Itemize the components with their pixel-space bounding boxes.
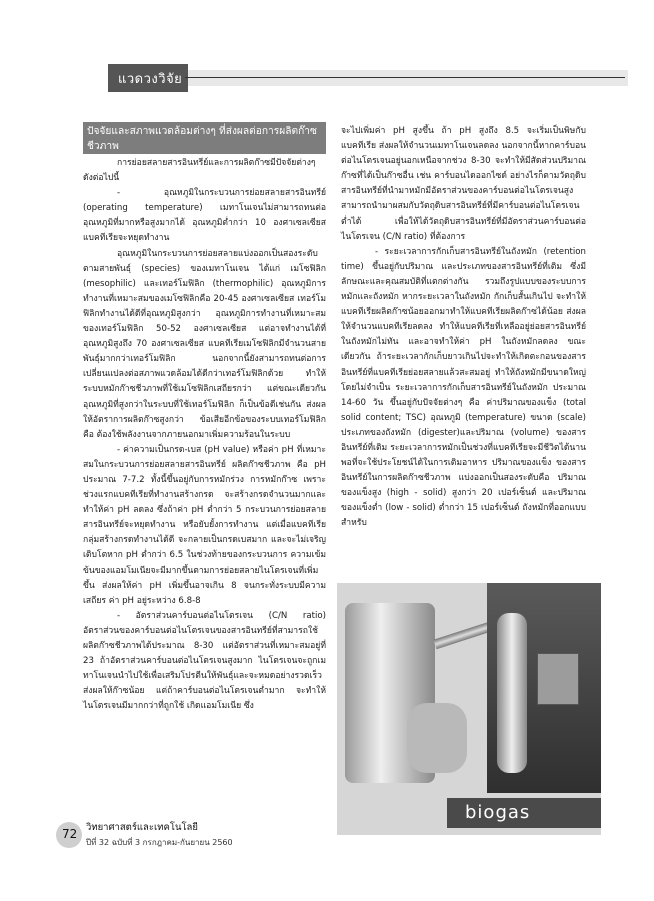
paragraph: - ค่าความเป็นกรด-เบส (pH value) หรือค่า pH ที่เหมาะสมในกระบวนการย่อยสลายสารอินทรีย์ ผลิตก๊าซชีวภาพ คือ pH ประมาณ 7-7.2 ทั้งนี้ขึ้นอยู่กับการหมักร่วง การหมักก๊าซ เพราะช่วงแรกแบคทีเรียที่ทำงานสร้างกรด จะสร้างกรดจำนวนมากและทำให้ค่า pH ลดลง ซึ่งถ้าค่า pH ต่ำกว่า 5 กระบวนการย่อยสลายสารอินทรีย์จะหยุดทำงาน หรือยับยั้งการทำงาน แต่เมื่อแบคทีเรียกลุ่มสร้างกรดทำงานได้ดี จะกลายเป็นกรดเบสมาก และจะไม่เจริญเติบโตหาก pH ต่ำกว่า 6.5 ในช่วงท้ายของกระบวนการ ความเข้มข้นของแอมโมเนียจะมีมากขึ้นตามการย่อยสลายไนโตรเจนที่เพิ่มขึ้น ส่งผลให้ค่า pH เพิ่มขึ้นอาจเกิน 8 จนกระทั่งระบบมีความเสถียร ค่า pH อยู่ระหว่าง 6.8-8 [83, 444, 326, 606]
paragraph: - อัตราส่วนคาร์บอนต่อไนโตรเจน (C/N ratio) อัตราส่วนของคาร์บอนต่อไนโตรเจนของสารอินทรีย์ที่สามารถใช้ผลิตก๊าซชีวภาพได้ประมาณ 8-30 แต่อัตราส่วนที่เหมาะสมอยู่ที่ 23 ถ้าอัตราส่วนคาร์บอนต่อไนโตรเจนสูงมาก ไนโตรเจนจะถูกเมทาโนเจนนำไปใช้เพื่อเสริมโปรตีนให้พันธุ์และจะหมดอย่างรวดเร็ว ส่งผลให้ก๊าซน้อย แต่ถ้าคาร์บอนต่อไนโตรเจนต่ำมาก จะทำให้ไนโตรเจนมีมากกว่าที่ถูกใช้ เกิดแอมโมเนีย ซึ่ง [83, 610, 326, 712]
header-rule [185, 77, 625, 78]
page-number: 72 [62, 827, 78, 841]
issue-info: ปีที่ 32 ฉบับที่ 3 กรกฎาคม-กันยายน 2560 [86, 838, 233, 847]
paragraph: จะไปเพิ่มค่า pH สูงขึ้น ถ้า pH สูงถึง 8.5 จะเริ่มเป็นพิษกับแบคทีเรีย ส่งผลให้จำนวนเมทาโนเจนลดลง นอกจากนี้หากคาร์บอนต่อไนโตรเจนอยู่นอกเหนือจากช่วง 8-30 จะทำให้มีสัดส่วนปริมาณก๊าซที่ได้เป็นก๊าซอื่น เช่น คาร์บอนไดออกไซด์ อย่างไรก็ตามวัตถุดิบสารอินทรีย์ที่นำมาหมักมีอัตราส่วนของคาร์บอนต่อไนโตรเจนสูงสามารถนำมาผสมกับวัตถุดิบสารอินทรีย์ที่มีคาร์บอนต่อไนโตรเจนต่ำได้ เพื่อให้ได้วัตถุดิบสารอินทรีย์ที่มีอัตราส่วนคาร์บอนต่อไนโตรเจน (C/N ratio) ที่ต้องการ [341, 126, 586, 242]
section-label: แวดวงวิจัย [118, 72, 183, 87]
hand-image [407, 703, 467, 773]
paragraph: การย่อยสลายสารอินทรีย์และการผลิตก๊าซมีปัจจัยต่างๆ ดังต่อไปนี้ [83, 158, 316, 184]
paragraph: - ระยะเวลาการกักเก็บสารอินทรีย์ในถังหมัก (retention time) ขึ้นอยู่กับปริมาณ และประเภทของสารอินทรีย์ที่เติม ซึ่งมีลักษณะและคุณสมบัติที่แตกต่างกัน รวมถึงรูปแบบของระบบการหมักและถังหมัก หากระยะเวลาในถังหมัก กักเก็บสั้นเกินไป จะทำให้แบคทีเรียผลิตก๊าซน้อยออกมาทำให้แบคทีเรียผลิตก๊าซได้น้อย ส่งผลให้จำนวนแบคทีเรียลดลง ทำให้แบคทีเรียที่เหลืออยู่ย่อยสารอินทรีย์ในถังหมักไม่ทัน และอาจทำให้ค่า pH ในถังหมักลดลง ขณะเดียวกัน ถ้าระยะเวลากักเก็บยาวเกินไปจะทำให้เกิดตะกอนของสารอินทรีย์ที่แบคทีเรียย่อยสลายแล้วสะสมอยู่ ทำให้ถังหมักมีขนาดใหญ่โดยไม่จำเป็น ระยะเวลาการกักเก็บสารอินทรีย์ในถังหมัก ประมาณ 14-60 วัน ขึ้นอยู่กับปัจจัยต่างๆ คือ ค่าปริมาณของแข็ง (total solid content; TSC) อุณหภูมิ (temperature) ขนาด (scale) ประเภทของถังหมัก (digester)และปริมาณ (volume) ของสารอินทรีย์ที่เติม ระยะเวลาการหมักเป็นช่วงที่แบคทีเรียจะมีชีวิตได้นานพอที่จะใช้ประโยชน์ได้ในการเติมอาหาร ปริมาณของแข็ง ของสารอินทรีย์ในการผลิตก๊าซชีวภาพ แบ่งออกเป็นสองระดับคือ ปริมาณของแข็งสูง (high - solid) สูงกว่า 20 เปอร์เซ็นต์ และปริมาณของแข็งต่ำ (low - solid) ต่ำกว่า 15 เปอร์เซ็นต์ ถังหมักที่ออกแบบสำหรับ [341, 246, 586, 529]
paragraph: อุณหภูมิในกระบวนการย่อยสลายแบ่งออกเป็นสองระดับ ตามสายพันธุ์ (species) ของเมทาโนเจน ได้แก่ เมโซฟิลิก (mesophilic) และเทอร์โมฟิลิก (thermophilic) อุณหภูมิการทำงานที่เหมาะสมของเมโซฟิลิกคือ 20-45 องศาเซลเซียส เทอร์โมฟิลิกทำงานได้ดีที่อุณหภูมิสูงกว่า อุณหภูมิการทำงานที่เหมาะสมของเทอร์โมฟิลิก 50-52 องศาเซลเซียส แต่อาจทำงานได้ที่อุณหภูมิสูงถึง 70 องศาเซลเซียส แบคทีเรียเมโซฟิลิกมีจำนวนสายพันธุ์มากกว่าเทอร์โมฟิลิก นอกจากนี้ยังสามารถทนต่อการเปลี่ยนแปลงต่อสภาพแวดล้อมได้ดีกว่าเทอร์โมฟิลิกด้วย ทำให้ระบบหมักก๊าซชีวภาพที่ใช้เมโซฟิลิกเสถียรกว่า แต่ขณะเดียวกันอุณหภูมิที่สูงกว่าในระบบที่ใช้เทอร์โมฟิลิก ก็เป็นข้อดีเช่นกัน ส่งผลให้อัตราการผลิตก๊าซสูงกว่า ข้อเสียอีกข้อของระบบเทอร์โมฟิลิก คือ ต้องใช้พลังงานจากภายนอกมาเพิ่มความร้อนในระบบ [83, 248, 326, 440]
right-column [341, 124, 586, 532]
section-heading: ปัจจัยและสภาพแวดล้อมต่างๆ ที่ส่งผลต่อการผลิตก๊าซชีวภาพ [83, 122, 326, 154]
device-image [537, 653, 579, 705]
biogas-figure [337, 583, 601, 835]
left-column [83, 156, 326, 714]
figure-label: biogas [465, 802, 531, 823]
tube-image [497, 613, 527, 773]
paragraph: - อุณหภูมิในกระบวนการย่อยสลายสารอินทรีย์ (operating temperature) เมทาโนเจนไม่สามารถทนต่ออุณหภูมิที่มากหรือสูงมากได้ อุณหภูมิต่ำกว่า 10 องศาเซลเซียส แบคทีเรียจะหยุดทำงาน [83, 188, 326, 244]
magazine-title: วิทยาศาสตร์และเทคโนโลยี [86, 822, 198, 833]
